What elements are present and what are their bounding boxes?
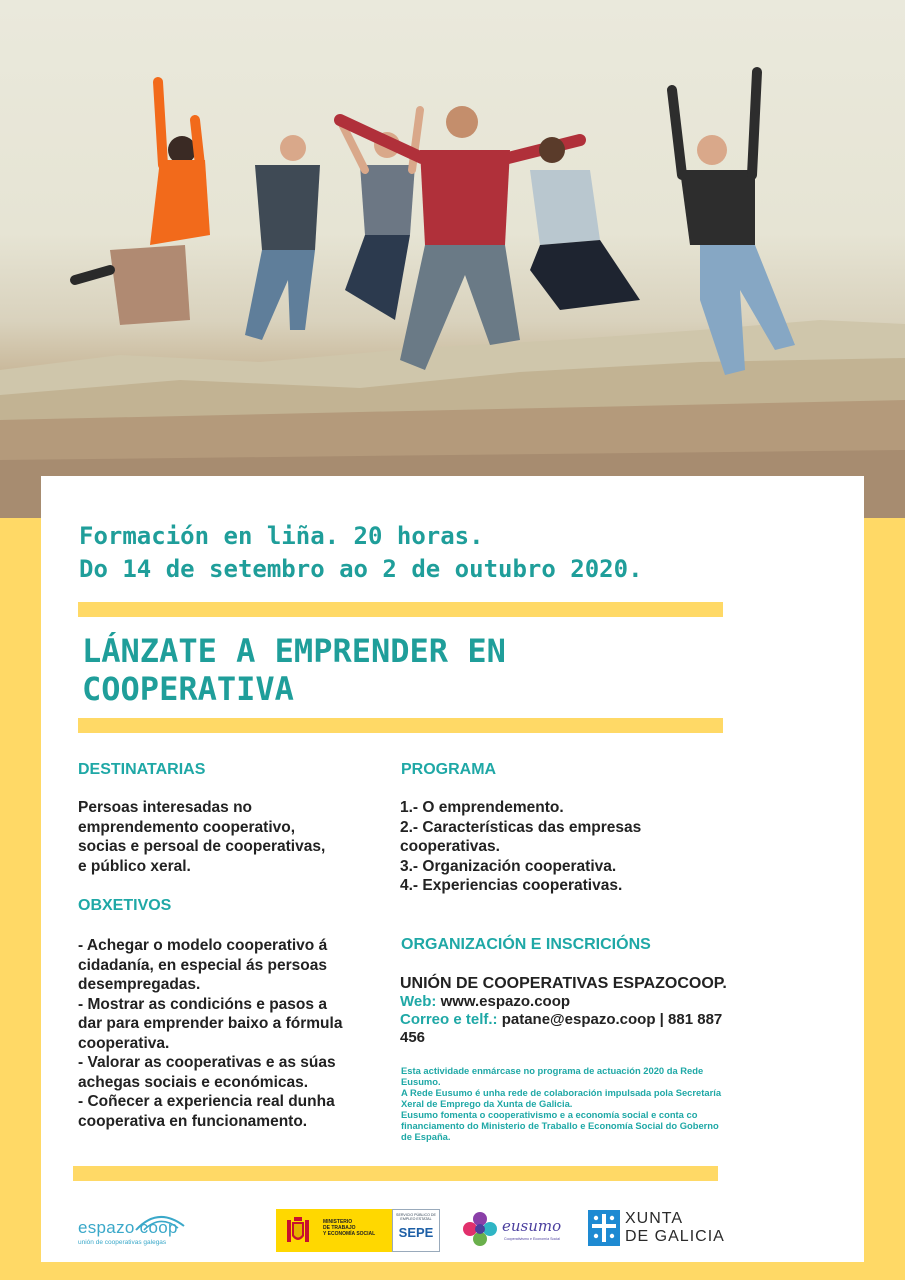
- programa-text: [400, 798, 641, 896]
- fine-print-line: A Rede Eusumo é unha rede de colaboración impulsada pola Secretaría: [401, 1087, 722, 1098]
- destinatarias-line: socias e persoal de cooperativas,: [78, 838, 326, 855]
- programa-line: 1.- O emprendemento.: [400, 799, 564, 816]
- fine-print-line: Eusumo.: [401, 1076, 441, 1087]
- espazocoop-logo: [78, 1210, 198, 1250]
- obxetivos-line: cooperativa.: [78, 1034, 170, 1052]
- destinatarias-line: e público xeral.: [78, 857, 191, 875]
- title-line-1: LÁNZATE A EMPRENDER EN: [82, 632, 506, 670]
- xunta-name: XUNTA DE GALICIA: [625, 1210, 725, 1245]
- sepe-name: SEPE: [398, 1224, 434, 1240]
- xunta-emblem-icon: [588, 1210, 620, 1246]
- divider-bar-mid: [78, 718, 723, 733]
- contact-phone-cont: 456: [400, 1029, 426, 1046]
- ministerio-line: MINISTERIO: [323, 1219, 353, 1225]
- coat-of-arms-icon: [276, 1209, 320, 1252]
- programa-line: 3.- Organización cooperativa.: [400, 857, 617, 875]
- title-line-2: COOPERATIVA: [82, 670, 294, 708]
- fine-print-line: Eusumo fomenta o cooperativismo e a economía social e conta co: [401, 1109, 698, 1120]
- web-row: [400, 993, 780, 1011]
- programa-line: 4.- Experiencias cooperativas.: [400, 877, 623, 894]
- organizacion-name: UNIÓN DE COOPERATIVAS ESPAZOCOOP.: [400, 975, 727, 992]
- destinatarias-heading: DESTINATARIAS: [78, 761, 206, 778]
- course-subtitle: [79, 520, 839, 586]
- fine-print-line: de España.: [401, 1131, 451, 1142]
- contact-label: Correo e telf.:: [400, 1011, 498, 1028]
- eusumo-logo: [460, 1210, 560, 1250]
- xunta-galicia-logo: [588, 1209, 728, 1249]
- obxetivos-heading: OBXETIVOS: [78, 897, 172, 914]
- obxetivos-line: - Mostrar as condicións e pasos a: [78, 995, 327, 1013]
- obxetivos-line: cooperativa en funcionamento.: [78, 1112, 308, 1130]
- programa-heading: PROGRAMA: [401, 761, 497, 778]
- obxetivos-line: desempregadas.: [78, 976, 201, 993]
- obxetivos-line: - Valorar as cooperativas e as súas: [78, 1054, 336, 1071]
- divider-bar-top: [78, 602, 723, 617]
- web-label: Web:: [400, 993, 437, 1010]
- obxetivos-line: achegas sociais e económicas.: [78, 1073, 309, 1091]
- destinatarias-line: Persoas interesadas no: [78, 799, 253, 816]
- programa-line: 2.- Características das empresas: [400, 818, 642, 836]
- contact-email-phone[interactable]: patane@espazo.coop | 881 887: [501, 1011, 723, 1028]
- fine-print-line: Esta actividade enmárcase no programa de actuación 2020 da Rede: [401, 1065, 704, 1076]
- subtitle-line-1: Formación en liña. 20 horas.: [79, 522, 484, 550]
- ministerio-text: [320, 1209, 392, 1252]
- obxetivos-text: [78, 936, 342, 1131]
- obxetivos-line: cidadanía, en especial ás persoas: [78, 956, 327, 974]
- page-title: [82, 632, 702, 708]
- ministerio-line: Y ECONOMÍA SOCIAL: [323, 1231, 376, 1238]
- subtitle-line-2: Do 14 de setembro ao 2 de outubro 2020.: [79, 555, 643, 583]
- ministerio-line: DE TRABAJO: [323, 1225, 356, 1232]
- fine-print-line: financiamento do Ministerio de Traballo e Economía Social do Goberno: [401, 1120, 719, 1131]
- fine-print: [401, 1065, 756, 1142]
- divider-bar-bottom: [73, 1166, 718, 1181]
- eusumo-tagline: Cooperativismo e Economía Social: [504, 1237, 560, 1241]
- contact-row: [400, 1011, 780, 1029]
- eusumo-name: eusumo: [502, 1217, 562, 1235]
- destinatarias-line: emprendemento cooperativo,: [78, 818, 296, 836]
- ministerio-sepe-logo: [276, 1209, 440, 1252]
- programa-line: cooperativas.: [400, 838, 500, 855]
- web-link[interactable]: www.espazo.coop: [440, 993, 571, 1010]
- obxetivos-line: - Achegar o modelo cooperativo á: [78, 937, 328, 954]
- obxetivos-line: - Coñecer a experiencia real dunha: [78, 1093, 335, 1110]
- jumping-people-illustration: [0, 0, 905, 420]
- sepe-tagline: SERVICIO PÚBLICO DE EMPLEO ESTATAL: [396, 1213, 436, 1222]
- sepe-logo: [392, 1209, 440, 1252]
- hero-photo: [0, 0, 905, 518]
- espazocoop-name: espazo coop: [78, 1218, 178, 1237]
- destinatarias-text: [78, 798, 325, 876]
- eusumo-flower-icon: [460, 1210, 500, 1248]
- obxetivos-line: dar para emprender baixo a fórmula: [78, 1015, 343, 1032]
- espazocoop-tagline: unión de cooperativas galegas: [78, 1239, 167, 1246]
- organizacion-heading: ORGANIZACIÓN E INSCRICIÓNS: [401, 936, 651, 953]
- fine-print-line: Xeral de Emprego da Xunta de Galicia.: [401, 1098, 573, 1109]
- organizacion-block: [400, 975, 780, 1047]
